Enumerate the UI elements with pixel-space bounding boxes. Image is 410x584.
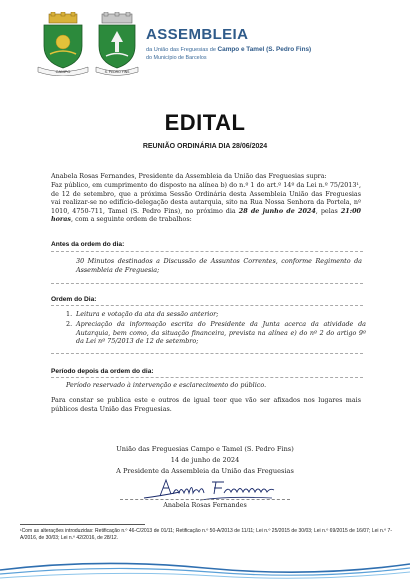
intro-line: Anabela Rosas Fernandes, Presidente da Assembleia da União das Freguesias supra: xyxy=(51,172,327,180)
intro-paragraph xyxy=(51,181,361,224)
org-municipality: do Município de Barcelos xyxy=(146,55,207,61)
org-header xyxy=(146,26,396,62)
divider xyxy=(51,305,363,306)
agenda-item-number: 1. xyxy=(66,310,73,318)
divider xyxy=(51,283,363,284)
ribbon-text: S. PEDRO FINS xyxy=(104,70,130,74)
intro-text: Faz público, em cumprimento do disposto na alínea b) do n.º 1 do art.º 14º da Lei n.º 75/2013¹, de 12 de setembro, que a próxima Sessão Ordinária desta Assembleia União das Freguesias vai realizar-se no edifício-delegação desta autarquia, sito na Rua Nossa Senhora da Portela, nº 1010, 4750-711, Tamel (S. Pedro Fins), no próximo dia xyxy=(51,181,361,215)
depois-text: Período reservado à intervenção e esclarecimento do público. xyxy=(66,381,267,389)
antes-text: 30 Minutos destinados a Discussão de Assuntos Correntes, conforme Regimento da Assembleia de Freguesia; xyxy=(76,257,362,274)
section-heading-depois: Período depois da ordem do dia: xyxy=(51,368,154,375)
section-heading-ordem: Ordem do Dia: xyxy=(51,296,97,303)
footnote: ¹Com as alterações introduzidas: Retificação n.º 46-C/2013 de 01/11; Retificação n.º 50-A/2013 de 11/11; Lei n.º 25/2015 de 30/03; Lei n.º 69/2015 de 16/07; Lei n.º 7-A/2016, de 30/03; Lei n.º 42/2016, de 28/12. xyxy=(20,528,392,541)
agenda-item-text: Apreciação da informação escrita do Presidente da Junta acerca da atividade da Autarquia, bem como, da situação financeira, prevista na alínea e) do nº 2 do artigo 9º da Lei nº 75/2013 de 12 de setembro; xyxy=(76,320,366,346)
closing-paragraph: Para constar se publica este e outros de igual teor que vão ser afixados nos lugares mais públicos desta União das Freguesias. xyxy=(51,396,361,413)
divider xyxy=(51,377,363,378)
org-subtitle xyxy=(146,46,396,54)
intro-end: , com a seguinte ordem de trabalhos: xyxy=(71,215,192,224)
divider xyxy=(51,251,363,252)
meeting-time: 21:00 horas xyxy=(51,206,361,224)
closing-role: A Presidente da Assembleia da União das Freguesias xyxy=(116,467,294,475)
org-subtitle-prefix: da União das Freguesias de xyxy=(146,47,218,53)
ribbon-text: CAMPO xyxy=(55,69,71,74)
agenda-item xyxy=(66,310,366,319)
footer-wave-decoration xyxy=(0,556,410,580)
intro-mid: , pelas xyxy=(315,206,341,215)
coat-of-arms-s-pedro-fins xyxy=(94,12,140,76)
divider xyxy=(51,353,363,354)
agenda-item-text: Leitura e votação da ata da sessão anterior; xyxy=(76,310,219,318)
agenda-item-number: 2. xyxy=(66,320,73,328)
org-subtitle-bold: Campo e Tamel (S. Pedro Fins) xyxy=(217,46,312,53)
coat-of-arms-campo xyxy=(32,12,94,76)
document-subtitle: REUNIÃO ORDINÁRIA DIA 28/06/2024 xyxy=(142,143,268,150)
document-title: EDITAL xyxy=(164,110,246,135)
signature-line xyxy=(120,499,290,500)
closing-date: 14 de junho de 2024 xyxy=(170,456,240,464)
signatory-name: Anabela Rosas Fernandes xyxy=(163,501,247,509)
footnote-divider xyxy=(20,524,145,525)
org-title: ASSEMBLEIA xyxy=(146,26,249,43)
meeting-date: 28 de junho de 2024 xyxy=(238,206,316,215)
section-heading-antes: Antes da ordem do dia: xyxy=(51,241,125,248)
closing-place: União das Freguesias Campo e Tamel (S. Pedro Fins) xyxy=(116,445,294,453)
agenda-item xyxy=(66,320,366,346)
